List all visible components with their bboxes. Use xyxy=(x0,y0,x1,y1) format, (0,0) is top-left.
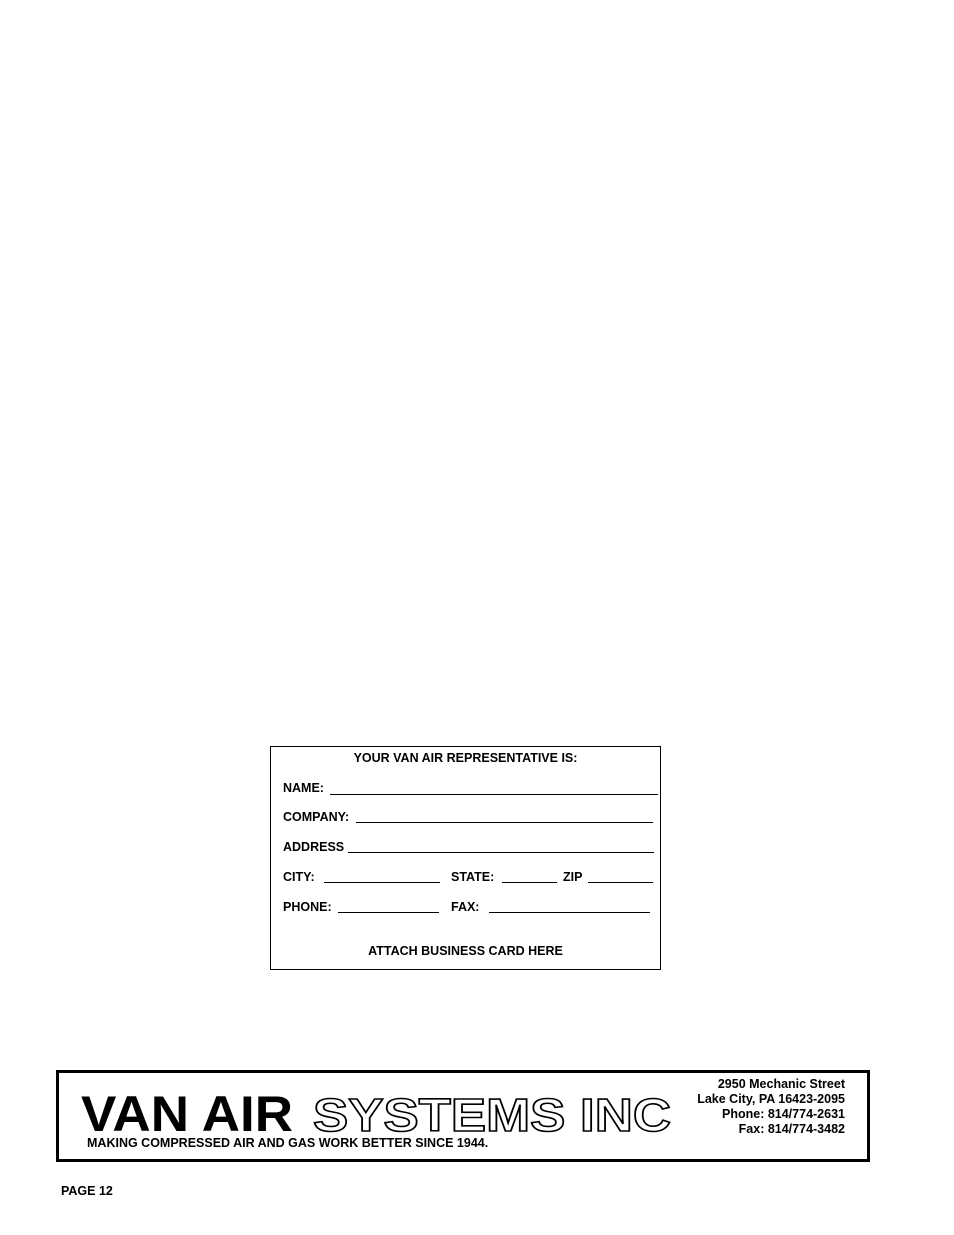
company-label: COMPANY: xyxy=(283,810,350,824)
city-label: CITY: xyxy=(283,870,315,884)
page-number: PAGE 12 xyxy=(61,1184,113,1198)
address-label: ADDRESS xyxy=(283,840,345,854)
van-air-systems-logo xyxy=(81,1091,681,1137)
city-line[interactable] xyxy=(324,882,440,883)
address-line[interactable] xyxy=(348,852,654,853)
zip-line[interactable] xyxy=(588,882,653,883)
address-street: 2950 Mechanic Street xyxy=(717,1077,845,1091)
representative-card xyxy=(270,746,661,970)
logo-solid-text: VAN AIR xyxy=(81,1091,293,1137)
company-address xyxy=(697,1077,845,1137)
fax-line[interactable] xyxy=(489,912,650,913)
logo-outline-text: SYSTEMS INC xyxy=(313,1091,671,1137)
attach-business-card-text: ATTACH BUSINESS CARD HERE xyxy=(368,944,563,958)
phone-label: PHONE: xyxy=(283,900,332,914)
address-city: Lake City, PA 16423-2095 xyxy=(697,1092,845,1106)
representative-card-title: YOUR VAN AIR REPRESENTATIVE IS: xyxy=(353,751,578,765)
company-line[interactable] xyxy=(356,822,653,823)
fax-label: FAX: xyxy=(451,900,480,914)
state-line[interactable] xyxy=(502,882,557,883)
company-tagline: MAKING COMPRESSED AIR AND GAS WORK BETTER SINCE 1944. xyxy=(87,1136,489,1150)
company-banner xyxy=(56,1070,870,1162)
name-label: NAME: xyxy=(283,781,324,795)
name-line[interactable] xyxy=(330,794,658,795)
phone-line[interactable] xyxy=(338,912,439,913)
zip-label: ZIP xyxy=(563,870,583,884)
state-label: STATE: xyxy=(451,870,495,884)
address-phone: Phone: 814/774-2631 xyxy=(722,1107,845,1121)
address-fax: Fax: 814/774-3482 xyxy=(738,1122,845,1136)
